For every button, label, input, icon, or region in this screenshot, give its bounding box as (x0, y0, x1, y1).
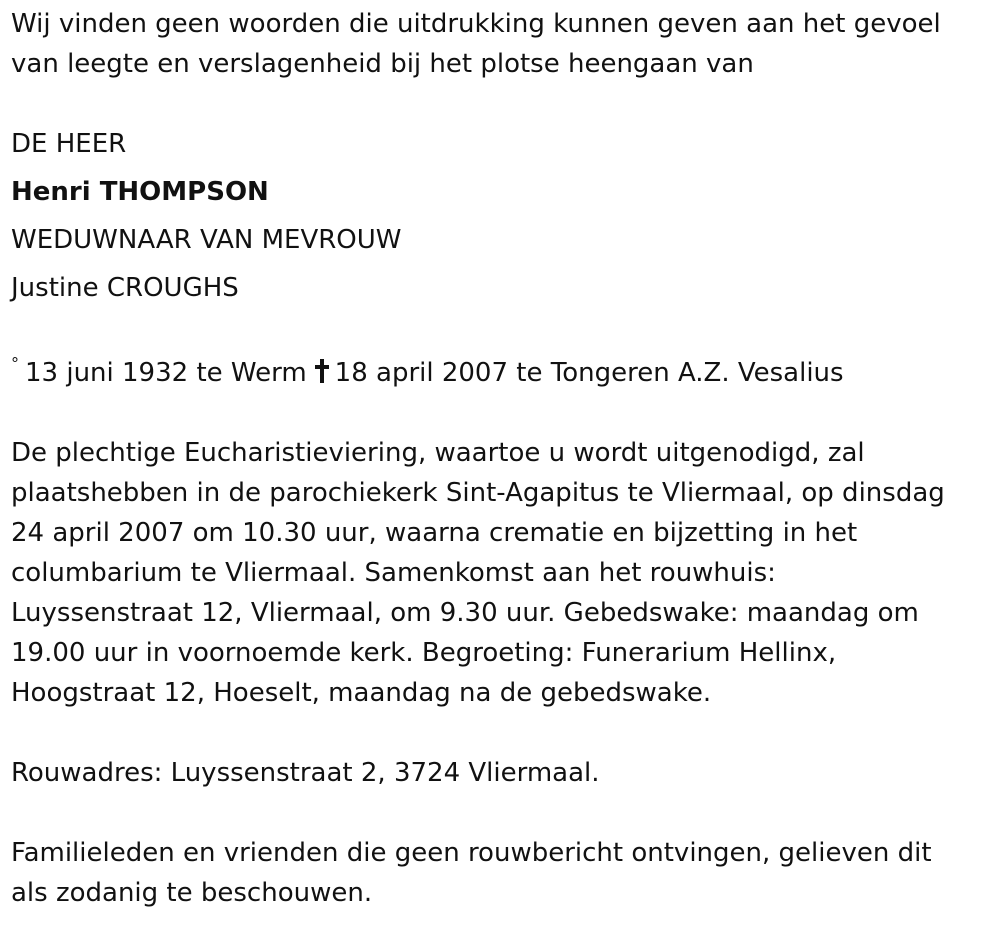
deceased-name: Henri THOMPSON (11, 177, 269, 207)
intro-paragraph (11, 4, 986, 84)
intro-line: van leegte en verslagenheid bij het plotse heengaan van (11, 49, 754, 79)
birth-symbol: ° (11, 354, 19, 373)
ceremony-line: De plechtige Eucharistieviering, waartoe u wordt uitgenodigd, zal (11, 438, 865, 468)
deceased-block (11, 120, 986, 312)
ceremony-line: Luyssenstraat 12, Vliermaal, om 9.30 uur. Gebedswake: maandag om (11, 598, 919, 628)
intro-line: Wij vinden geen woorden die uitdrukking kunnen geven aan het gevoel (11, 9, 941, 39)
cross-icon (315, 359, 329, 383)
relation-label: WEDUWNAAR VAN MEVROUW (11, 225, 402, 255)
closing-paragraph (11, 833, 986, 913)
spouse-name: Justine CROUGHS (11, 273, 239, 303)
ceremony-line: plaatshebben in de parochiekerk Sint-Agapitus te Vliermaal, op dinsdag (11, 478, 945, 508)
death-date: 18 april 2007 te Tongeren A.Z. Vesalius (334, 358, 844, 388)
closing-line: Familieleden en vrienden die geen rouwbericht ontvingen, gelieven dit (11, 838, 932, 868)
ceremony-paragraph (11, 433, 986, 713)
address-paragraph (11, 753, 986, 793)
ceremony-line: Hoogstraat 12, Hoeselt, maandag na de gebedswake. (11, 678, 712, 708)
birth-date: 13 juni 1932 te Werm (25, 358, 307, 388)
deceased-title: DE HEER (11, 129, 127, 159)
obituary-notice (11, 4, 986, 913)
ceremony-line: columbarium te Vliermaal. Samenkomst aan het rouwhuis: (11, 558, 776, 588)
mourning-address: Rouwadres: Luyssenstraat 2, 3724 Vliermaal. (11, 758, 600, 788)
ceremony-line: 24 april 2007 om 10.30 uur, waarna crematie en bijzetting in het (11, 518, 858, 548)
closing-line: als zodanig te beschouwen. (11, 878, 373, 908)
life-dates (11, 344, 986, 393)
ceremony-line: 19.00 uur in voornoemde kerk. Begroeting: Funerarium Hellinx, (11, 638, 837, 668)
